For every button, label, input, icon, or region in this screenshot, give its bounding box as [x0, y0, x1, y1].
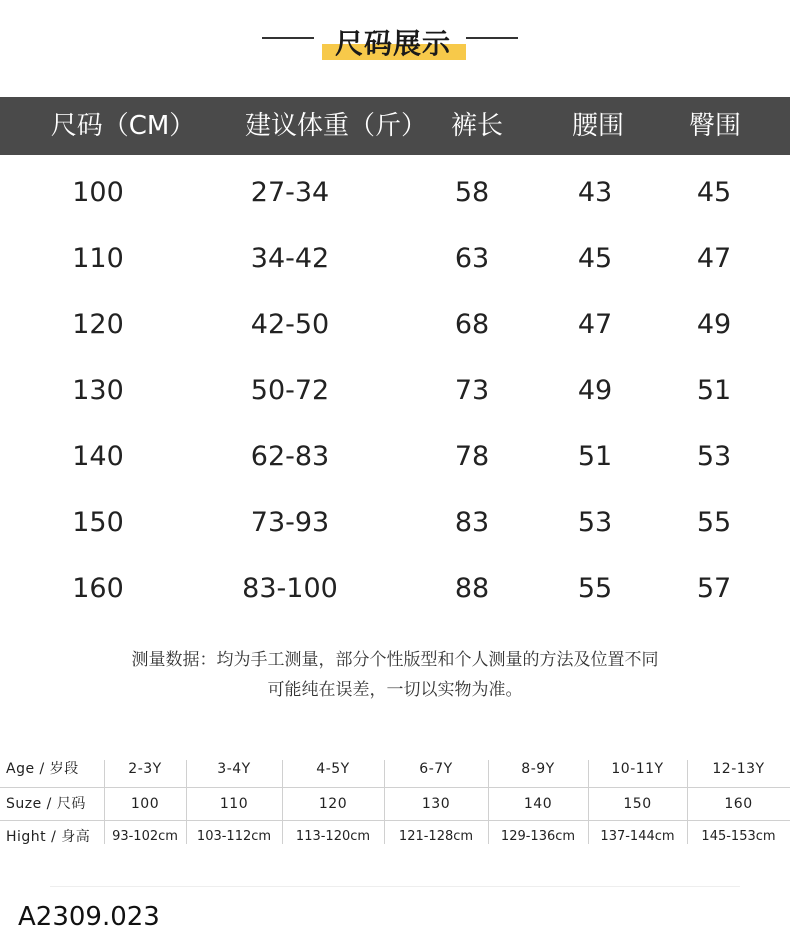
table-cell: 93-102cm: [112, 829, 178, 844]
table-cell: 8-9Y: [521, 761, 555, 777]
table-cell: 4-5Y: [316, 761, 350, 777]
cell-length: 88: [454, 573, 490, 604]
cell-length: 58: [454, 177, 490, 208]
table-cell: 121-128cm: [398, 829, 474, 844]
table-cell: 130: [421, 796, 451, 812]
title-right-rule: [466, 37, 518, 39]
cell-waist: 53: [577, 507, 613, 538]
cell-size: 120: [72, 309, 124, 340]
cell-size: 110: [72, 243, 124, 274]
cell-hip: 49: [696, 309, 732, 340]
size-table-row-size: [0, 787, 790, 821]
product-code: A2309.023: [18, 902, 160, 932]
table-cell: 150: [623, 796, 652, 812]
cell-waist: 43: [577, 177, 613, 208]
table-cell: 113-120cm: [295, 829, 371, 844]
table-cell: 110: [219, 796, 249, 812]
table-row: [0, 292, 790, 358]
row-label: Suze / 尺码: [6, 796, 86, 812]
size-table-row-height: [0, 820, 790, 854]
table-row: [0, 358, 790, 424]
table-row: [0, 424, 790, 490]
table-cell: 120: [318, 796, 348, 812]
cell-waist: 45: [577, 243, 613, 274]
title-left-rule: [262, 37, 314, 39]
cell-waist: 47: [577, 309, 613, 340]
table-cell: 129-136cm: [500, 829, 576, 844]
cell-hip: 53: [696, 441, 732, 472]
table-cell: 137-144cm: [600, 829, 675, 844]
header-waist: 腰围: [571, 111, 624, 141]
table-row: [0, 490, 790, 556]
cell-length: 83: [454, 507, 490, 538]
cell-hip: 57: [696, 573, 732, 604]
main-table-header: [0, 97, 790, 155]
measurement-note-line1: 测量数据：均为手工测量，部分个性版型和个人测量的方法及位置不同: [131, 650, 659, 670]
table-cell: 2-3Y: [128, 761, 162, 777]
table-cell: 12-13Y: [712, 761, 765, 777]
row-label: Hight / 身高: [6, 829, 91, 845]
cell-weight: 27-34: [250, 177, 330, 208]
cell-length: 68: [454, 309, 490, 340]
row-label: Age / 岁段: [6, 761, 79, 777]
header-hip: 臀围: [688, 111, 741, 141]
cell-length: 73: [454, 375, 490, 406]
cell-weight: 83-100: [242, 573, 338, 604]
table-cell: 100: [130, 796, 160, 812]
header-size: 尺码（CM）: [50, 111, 196, 141]
section-title: [0, 22, 790, 66]
cell-waist: 55: [577, 573, 613, 604]
cell-weight: 73-93: [250, 507, 330, 538]
table-cell: 103-112cm: [196, 829, 272, 844]
cell-size: 140: [72, 441, 124, 472]
size-table-row-age: [0, 752, 790, 786]
cell-hip: 51: [696, 375, 732, 406]
cell-hip: 55: [696, 507, 732, 538]
cell-waist: 51: [577, 441, 613, 472]
cell-waist: 49: [577, 375, 613, 406]
title-text: 尺码展示: [334, 27, 451, 60]
table-row: [0, 226, 790, 292]
table-cell: 6-7Y: [419, 761, 453, 777]
cell-hip: 45: [696, 177, 732, 208]
table-cell: 160: [724, 796, 753, 812]
table-cell: 3-4Y: [217, 761, 251, 777]
cell-weight: 62-83: [250, 441, 330, 472]
cell-size: 160: [72, 573, 124, 604]
table-row: [0, 160, 790, 226]
cell-size: 130: [72, 375, 124, 406]
header-length: 裤长: [450, 111, 503, 141]
header-weight: 建议体重（斤）: [244, 111, 427, 141]
cell-size: 150: [72, 507, 124, 538]
cell-size: 100: [72, 177, 124, 208]
cell-weight: 42-50: [250, 309, 330, 340]
measurement-note-line2: 可能纯在误差，一切以实物为准。: [267, 680, 523, 700]
table-cell: 140: [523, 796, 553, 812]
table-cell: 10-11Y: [611, 761, 664, 777]
table-cell: 145-153cm: [701, 829, 776, 844]
cell-length: 78: [454, 441, 490, 472]
cell-hip: 47: [696, 243, 732, 274]
cell-weight: 50-72: [250, 375, 330, 406]
table-row: [0, 556, 790, 622]
cell-length: 63: [454, 243, 490, 274]
divider: [50, 886, 740, 887]
cell-weight: 34-42: [250, 243, 330, 274]
